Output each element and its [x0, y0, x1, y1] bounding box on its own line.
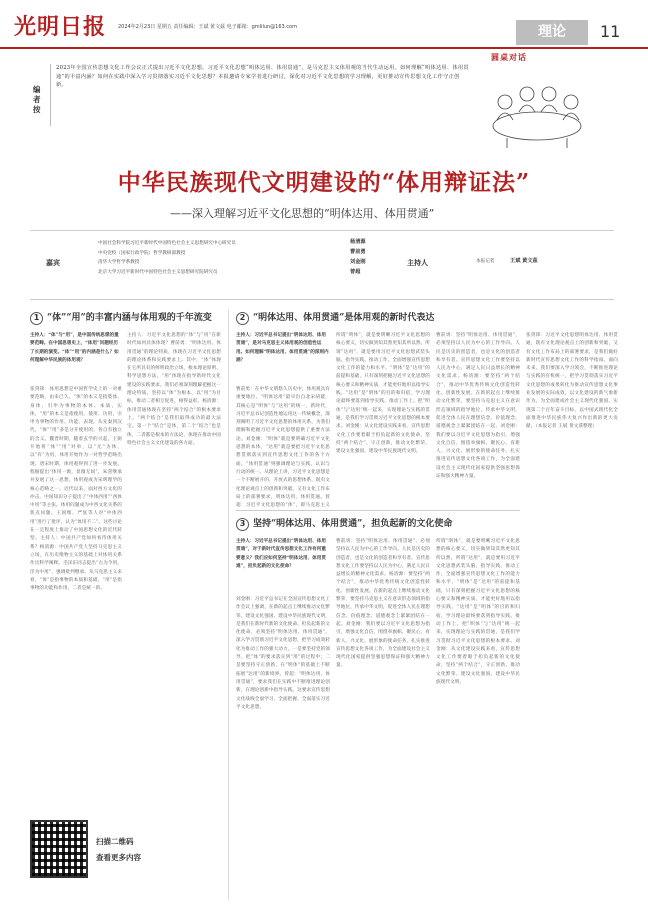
editor-note-text: 2023年全国宣传思想文化工作会议正式提出习近平文化思想。习近平文化思想“明体达用、体用贯通”，是马克思主义体用观的当代生动运用。如何理解“明体达用、体用贯通”的丰富内涵？如何在实践中深入学习贯彻落实习近平文化思想？本报邀请专家学者进行研讨，深化对习近平文化思想的学习理解，更好推动宣传思想文化工作守正创新。 — [56, 65, 469, 89]
sec3-col2: 曹前勇：坚持“明体达用、体用贯通”，必须坚持以人民为中心的工作导向。人民是历史的创造者，也是文化的创造者和享有者。宣传思想文化工作要坚持以人民为中心，满足人民日益增长的精神文化需求。杨清源：要坚持“两个结合”，推动中华优秀传统文化创造性转化、创新性发展。在新的起点上继续推动文化繁荣，要坚持马克思主义在意识形态领域的指导地位，传承中华文明，促进全体人民在理想信念、价值理念、道德观念上紧紧团结在一起。刘金刚：我们要以习近平文化思想为指引，增强文化自信，围绕举旗帜、聚民心、育新人、兴文化、展形象的使命任务，扎实推进宣传思想文化各项工作，为全面建设社会主义现代化国家提供坚强思想保证和强大精神力量。 — [336, 539, 430, 669]
col2-lead: 主持人：习近平总书记提出“明体达用、体用贯通”，是对马克思主义体用观的创造性运用。如何理解“明体达用、体用贯通”的深刻内涵？ — [236, 333, 329, 363]
host-label: 主持人 — [407, 258, 428, 267]
col5-body: 张剑锋：习近平文化思想明体达用、体用贯通，既有文化理论观点上的创新和突破，又有文化工作布局上的部署要求，是我们做好新时代宣传思想文化工作的科学指南。面向未来，我们要深入学习领会，不断推进理论与实践的有机统一，把学习贯彻落实习近平文化思想的成果转化为推动宣传思想文化事业发展的实际成效，以文化建设的新气象新作为，为全面建成社会主义现代化强国、实现第二个百年奋斗目标，以中国式现代化全面推进中华民族伟大复兴作出新的更大贡献。（本报记者 王斌 黄文茲整理） — [526, 333, 618, 430]
guest-affiliation: 清华大学哲学系教授 — [98, 260, 140, 265]
section-number: 3 — [236, 518, 249, 531]
qr-code[interactable] — [30, 820, 88, 878]
masthead-rule — [0, 47, 648, 49]
section-title: 坚持“明体达用、体用贯通”，担负起新的文化使命 — [253, 519, 453, 529]
col1b-body: 主持人：习近平文化思想的“体”与“用”在新时代如何具体体现？曹前勇：“明体达用、体用贯通”的理论特质，体现在习近平文化思想的理论体系和实践要求上。其中，“体”体现在它所具有的鲜明政治立场、根本理论原则、科学思想方法，“用”体现在指导新时代文化建设的实践要求。我们必须深刻理解把握这一理论特质，坚持以“体”为根本，以“用”为目标，推动二者相互促进、相得益彰。杨清源：体用贯通体现在坚持“两个结合”的根本要求上。“两个结合”是我们取得成功的最大法宝。第一个“结合”是体，第二个“结合”也是体，二者都是根本的方法论，体现在推动中国特色社会主义文化建设的各方面。 — [127, 333, 221, 446]
guest-names — [350, 237, 366, 277]
col5-lead: 主持人：习近平总书记提出“明体达用、体用贯通”，对于新时代宣传思想文化工作有何重要意义？我们应如何坚持“明体达用、体用贯通”，担负起新的文化使命？ — [236, 539, 326, 569]
guest-name: 曾超 — [350, 269, 361, 275]
page-number: 11 — [600, 22, 621, 41]
section-divider — [236, 510, 520, 511]
column-divider — [228, 310, 229, 900]
col4-body: 曹前勇：坚持“明体达用、体用贯通”，必须坚持以人民为中心的工作导向。人民是历史的创造者，也是文化的创造者和享有者。宣传思想文化工作要坚持以人民为中心，满足人民日益增长的精神文化需求。杨清源：要坚持“两个结合”，推动中华优秀传统文化创造性转化、创新性发展。在新的起点上继续推动文化繁荣，要坚持马克思主义在意识形态领域的指导地位，传承中华文明，促进全体人民在理想信念、价值理念、道德观念上紧紧团结在一起。刘金刚：我们要以习近平文化思想为指引，增强文化自信，围绕举旗帜、聚民心、育新人、兴文化、展形象的使命任务，扎实推进宣传思想文化各项工作，为全面建设社会主义现代化国家提供坚强思想保证和强大精神力量。 — [436, 333, 520, 480]
col1-body: 张剑锋：体用思想是中国哲学史上的一对重要范畴，由来已久。“体”的本义是指肢体、身体，引申为事物的本体、本质、实体，“用”的本义是指使用、使用、功用，引申为事物的作用、功能、表现。从先秦到汉代，“体”“用”多是分开使用的，各自有独立的含义。魏晋时期，随着玄学的兴起，王弼开始将“体”“用”对举，以“无”为体、以“有”为用，体用开始作为一对哲学范畴出现。唐宋时期，体用观得到了进一步发展。程颐提出“体用一源，显微无间”，朱熹继承并发展了这一思想，体用观成为宋明理学的核心范畴之一。近代以来，面对西方文化的冲击，中国知识分子提出了“中体西用”“西体中用”等主张，体用问题成为中西文化关系的焦点问题。王国维、严复等人对“中体西用”进行了批评，认为“体用不二”。这些讨论在一定程度上推动了中国思想文化的近代转型。主持人：中国共产党如何看待体用关系？杨清源：中国共产党人坚持马克思主义立场，在历史唯物主义的基础上对体用关系作出科学阐释。毛泽东同志提出“古为今用、洋为中用”，强调批判继承。从马克思主义来看，“体”是指事物的本质和基础，“用”是指事物的功能和作用，二者是统一的。 — [30, 387, 122, 592]
section-title: “体”“用”的丰富内涵与体用观的千年流变 — [47, 313, 212, 323]
guests-label: 嘉宾 — [46, 258, 60, 267]
col2-body: 曹前勇：在中华文明悠久历史中，体用观具有重要地位。“明体达用”最早出自北宋胡瑗，其核心是“明体”与“达用”的统一。新时代，习近平总书记创造性地运用这一传统概念，深刻阐明了习近平文化思想的体用关系，为我们理解和把握习近平文化思想提供了重要方法论。刘金刚：“明体”就是要明确习近平文化思想的本体，“达用”就是要把习近平文化思想贯彻落实到宣传思想文化工作的各个方面。“体用贯通”则强调理论与实践、认识与行动的统一。从理论上讲，习近平文化思想是一个不断展开的、开放式的思想体系，既有文化理论观点上的创新和突破，又有文化工作布局上的部署要求，明体达用、体用贯通。曾超：习近平文化思想的“体”，即马克思主义 — [236, 387, 330, 509]
sec3-col1: 刘金刚：习近平总书记在全国宣传思想文化工作会议上强调，在新的起点上继续推动文化繁荣、建设文化强国、建设中华民族现代文明，是我们在新时代新的文化使命。担负起新的文化使命，必须坚持“明体达用、体用贯通”，深入学习贯彻习近平文化思想，把学习成效转化为推动工作的强大动力。一是要坚持党的领导，把“体”的要求落实到“用”的过程中；二是要坚持守正创新，在“明体”的基础上不断拓展“达用”的新境界。曾超：“明体达用、体用贯通”，要求我们在实践中不断推进理论创新，在理论创新中指导实践。这要求宣传思想文化战线全面学习、全面把握、全面落实习近平文化思想。 — [236, 597, 330, 710]
section-label: 理论 — [516, 20, 588, 45]
section-3-header — [236, 516, 452, 531]
guest-name: 杨清源 — [350, 239, 366, 245]
editor-note-label: 编者按 — [33, 85, 41, 114]
roundtable-label: 圆桌对话 — [491, 52, 527, 62]
roundtable-illustration — [477, 58, 597, 150]
host-affiliation: 本报记者 — [476, 259, 495, 264]
host-names: 王斌 黄文茲 — [510, 258, 538, 264]
guest-affiliation: 中国社会科学院习近平新时代中国特色社会主义思想研究中心研究员 — [98, 241, 236, 246]
col3-body: 所谓“明体”，就是要明晰习近平文化思想的核心要义，切实做到知其然更知其所以然。所谓“达用”，就是要用习近平文化思想武装头脑、指导实践、推动工作，全面增强宣传思想文化工作的能力和水平。“明体”是“达用”的前提和基础，只有深刻把握习近平文化思想的核心要义和精神实质，才能更好地用以指导实践。“达用”是“明体”的目的和归宿，学习理论最终要落到指导实践、推动工作上。把“明体”与“达用”统一起来，实现理论与实践的贯通，是我们学习贯彻习近平文化思想的根本要求。刘金刚：从文化建设实践来看，宣传思想文化工作要着眼于担负起新的文化使命，坚持“两个结合”，守正创新，推动文化繁荣、建设文化强国、建设中华民族现代文明。 — [336, 333, 430, 455]
qr-caption-1: 扫描二维码 — [96, 837, 134, 846]
section-2-header — [236, 310, 434, 325]
guest-affiliation: 中央党校（国家行政学院）哲学教研部教授 — [98, 250, 186, 256]
guest-name: 曹前勇 — [350, 249, 366, 255]
col1-lead: 主持人：“体”与“用”，是中国传统思想的重要范畴。在中国思想史上，“体用”问题经历了长期的演变。“体”“用”的内涵是什么？如何理解中华民族的体用观？ — [30, 333, 119, 363]
sec3-col3: 所谓“明体”，就是要明晰习近平文化思想的核心要义，切实做到知其然更知其所以然。所谓“达用”，就是要用习近平文化思想武装头脑、指导实践、推动工作，全面增强宣传思想文化工作的能力和水平。“明体”是“达用”的前提和基础，只有深刻把握习近平文化思想的核心要义和精神实质，才能更好地用以指导实践。“达用”是“明体”的目的和归宿，学习理论最终要落到指导实践、推动工作上。把“明体”与“达用”统一起来，实现理论与实践的贯通，是我们学习贯彻习近平文化思想的根本要求。刘金刚：从文化建设实践来看，宣传思想文化工作要着眼于担负起新的文化使命，坚持“两个结合”，守正创新，推动文化繁荣、建设文化强国、建设中华民族现代文明。 — [436, 539, 520, 686]
section-title: “明体达用、体用贯通”是体用观的新时代表达 — [253, 313, 435, 323]
newspaper-logo: 光明日报 — [14, 14, 107, 40]
guest-affiliation: 北京大学习近平新时代中国特色社会主义思想研究院研究员 — [98, 269, 218, 275]
section-1-header — [30, 310, 212, 325]
guest-name: 刘金刚 — [350, 259, 366, 265]
qr-caption-2: 查看更多内容 — [96, 853, 141, 862]
subheadline: ——深入理解习近平文化思想的“明体达用、体用贯通” — [170, 207, 435, 220]
section-number: 1 — [30, 312, 43, 325]
section-number: 2 — [236, 312, 249, 325]
editor-note-divider — [50, 64, 51, 126]
issue-meta: 2024年2月23日 星期五 责任编辑：王斌 黄文茲 电子邮箱：gmlilun@163.com — [118, 24, 297, 30]
headline: 中华民族现代文明建设的“体用辩证法” — [117, 169, 531, 196]
guest-affiliations — [98, 239, 328, 277]
